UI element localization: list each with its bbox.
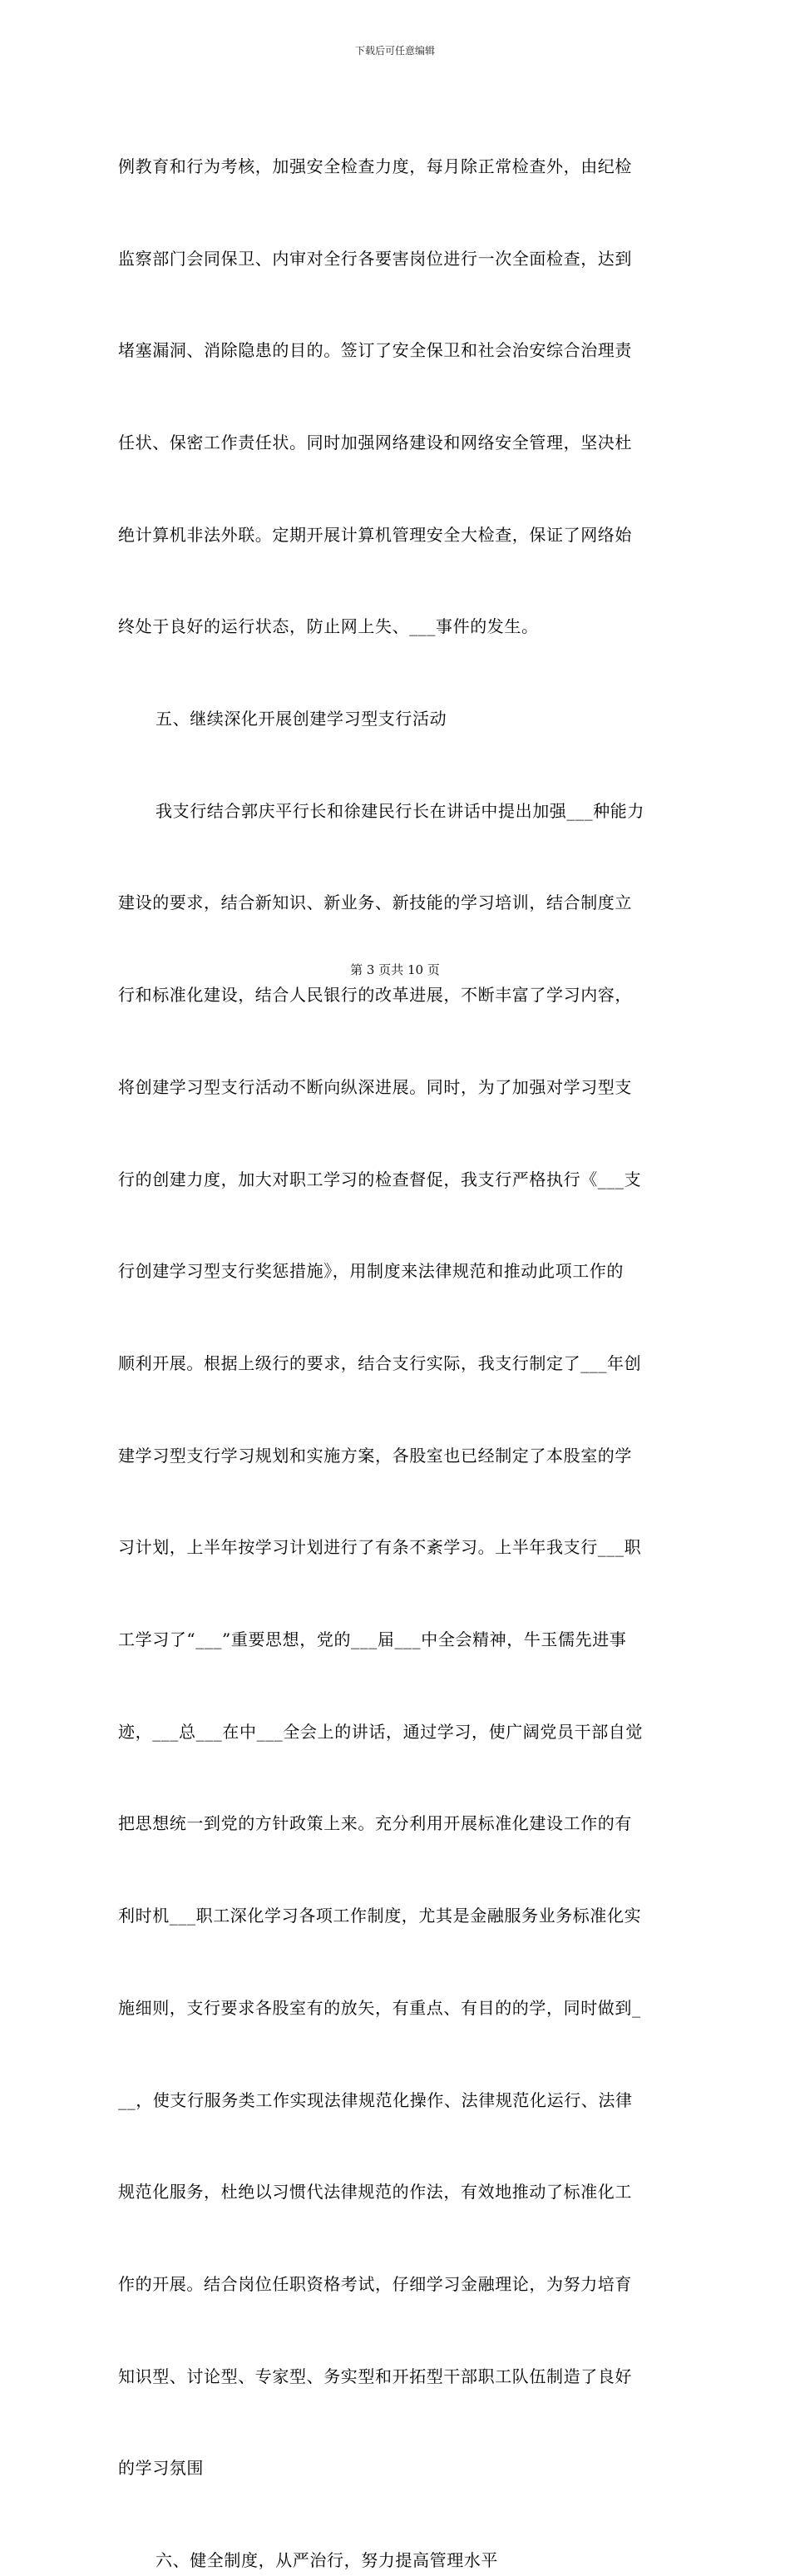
text-line: 行的创建力度，加大对职工学习的检查督促，我支行严格执行《___支 [118,1169,642,1189]
text-line: 建设的要求，结合新知识、新业务、新技能的学习培训，结合制度立 [118,892,632,913]
text-line: 监察部门会同保卫、内审对全行各要害岗位进行一次全面检查，达到 [118,248,632,269]
text-line: 绝计算机非法外联。定期开展计算机管理安全大检查，保证了网络始 [118,524,632,545]
text-line: 习计划，上半年按学习计划进行了有条不紊学习。上半年我支行___职 [118,1537,642,1558]
page-number: 第 3 页共 10 页 [350,962,440,977]
text-line: 建学习型支行学习规划和实施方案，各股室也已经制定了本股室的学 [118,1445,632,1466]
text-line: 终处于良好的运行状态，防止网上失、___事件的发生。 [118,616,539,637]
page-header: 下载后可任意编辑 [354,45,435,57]
text-line: __，使支行服务类工作实现法律规范化操作、法律规范化运行、法律 [118,2089,633,2110]
text-line: 利时机___职工深化学习各项工作制度，尤其是金融服务业务标准化实 [118,1906,642,1926]
text-line: 施细则，支行要求各股室有的放矢，有重点、有目的的学，同时做到_ [118,1997,641,2018]
text-line: 规范化服务，杜绝以习惯代法律规范的作法，有效地推动了标准化工 [118,2182,632,2203]
paragraph-security [118,90,675,704]
text-line: 作的开展。结合岗位任职资格考试，仔细学习金融理论，为努力培育 [118,2273,632,2294]
text-line: 工学习了“___”重要思想，党的___届___中全会精神，牛玉儒先进事 [118,1629,627,1650]
text-line: 顺利开展。根据上级行的要求，结合支行实际，我支行制定了___年创 [118,1352,642,1373]
paragraph-learning [118,734,675,2545]
text-line: 堵塞漏洞、消除隐患的目的。签订了安全保卫和社会治安综合治理责 [118,340,632,361]
text-line: 把思想统一到党的方针政策上来。充分利用开展标准化建设工作的有 [118,1813,632,1834]
text-line: 迹，___总___在中___全会上的讲话，通过学习，使广阔党员干部自觉 [118,1721,643,1742]
text-line: 行和标准化建设，结合人民银行的改革进展，不断丰富了学习内容， [118,985,632,1006]
text-line: 知识型、讨论型、专家型、务实型和开拓型干部职工队伍制造了良好 [118,2366,632,2386]
text-line: 的学习氛围 [118,2458,204,2479]
text-line: 任状、保密工作责任状。同时加强网络建设和网络安全管理，坚决杜 [118,432,632,452]
section-heading-5: 五、继续深化开展创建学习型支行活动 [156,709,447,729]
text-line: 行创建学习型支行奖惩措施》，用制度来法律规范和推动此项工作的 [118,1261,624,1282]
document-body [118,90,675,2576]
text-line: 将创建学习型支行活动不断向纵深进展。同时，为了加强对学习型支 [118,1076,632,1097]
text-line: 例教育和行为考核，加强安全检查力度，每月除正常检查外，由纪检 [118,156,632,176]
section-heading-6: 六、健全制度，从严治行，努力提高管理水平 [156,2550,498,2571]
text-line: 我支行结合郭庆平行长和徐建民行长在讲话中提出加强___种能力 [156,800,644,821]
